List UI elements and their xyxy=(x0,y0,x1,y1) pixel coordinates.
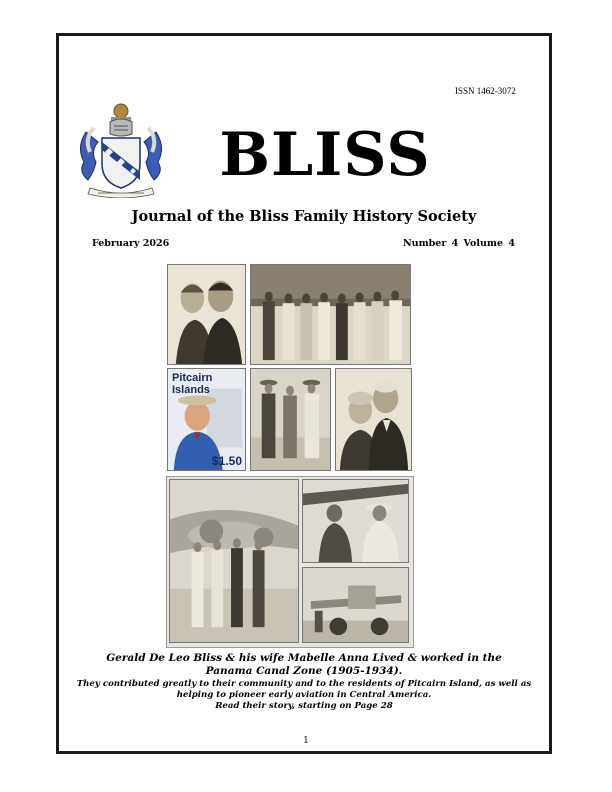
page-number: 1 xyxy=(303,736,309,746)
journal-subtitle: Journal of the Bliss Family History Society xyxy=(131,208,477,225)
issue-date: February 2026 xyxy=(92,238,170,249)
photo-elderly-couple xyxy=(335,368,412,471)
cover-caption-body xyxy=(60,679,548,712)
photo-three-men xyxy=(250,368,331,471)
cover-caption-headline xyxy=(60,652,548,678)
photo-group-standing xyxy=(250,264,411,365)
issn-label: ISSN 1462-3072 xyxy=(455,86,516,96)
photo-pitcairn-stamp xyxy=(167,368,246,471)
stamp-price: $1.50 xyxy=(211,454,242,468)
caption-line-2: Panama Canal Zone (1905-1934). xyxy=(205,665,403,677)
caption-line-3: They contributed greatly to their community and to the residents of Pitcairn Island, as well as xyxy=(76,679,532,689)
photo-pilots xyxy=(302,479,409,563)
caption-line-1: Gerald De Leo Bliss & his wife Mabelle Anna Lived & worked in the xyxy=(106,652,502,664)
family-crest xyxy=(76,102,166,198)
stamp-title: Pitcairn Islands xyxy=(172,372,213,396)
photo-airplane-group xyxy=(169,479,299,643)
journal-title: BLISS xyxy=(219,120,431,190)
issue-number: Number 4 Volume 4 xyxy=(403,238,515,249)
caption-line-4: helping to pioneer early aviation in Central America. xyxy=(176,690,432,700)
caption-line-5: Read their story, starting on Page 28 xyxy=(215,701,393,711)
photo-couple-portrait xyxy=(167,264,246,365)
photo-early-airplane xyxy=(302,567,409,643)
